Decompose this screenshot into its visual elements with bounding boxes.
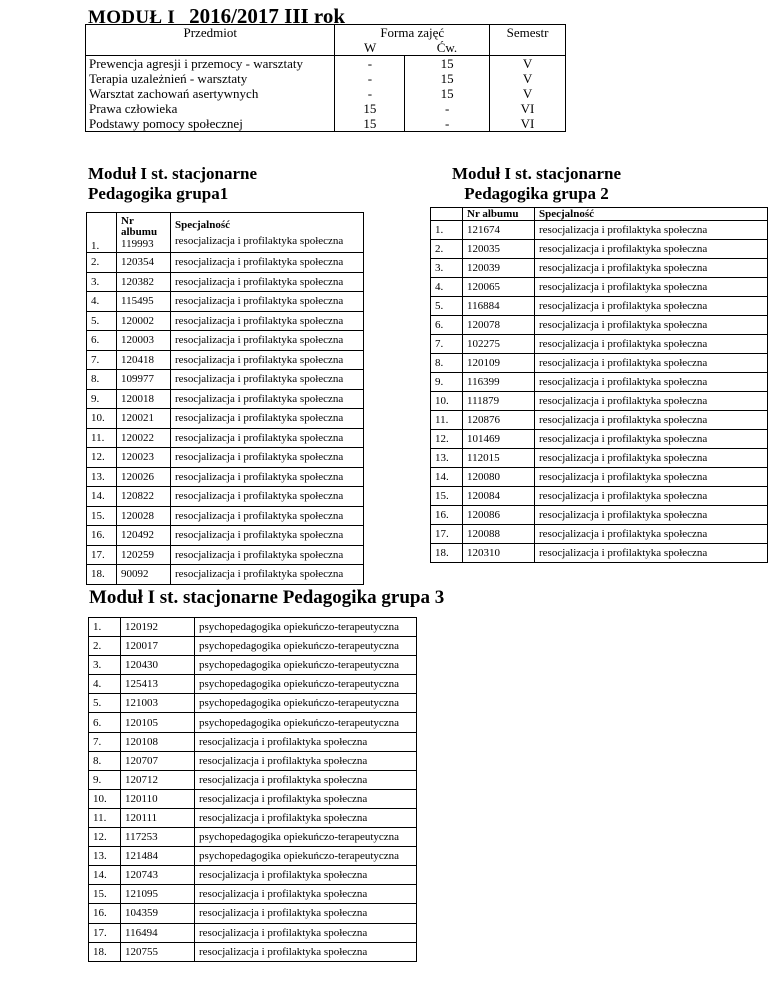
group3-table xyxy=(88,617,417,962)
course-name: Warsztat zachowań asertywnych xyxy=(86,86,335,101)
course-row xyxy=(86,101,566,116)
row-number: 11. xyxy=(89,808,121,827)
album-number: 104359 xyxy=(121,904,195,923)
album-number: 120418 xyxy=(117,350,171,370)
specialty: resocjalizacja i profilaktyka społeczna xyxy=(171,506,364,526)
table-row xyxy=(431,316,768,335)
album-number: 120065 xyxy=(463,278,535,297)
row-number: 14. xyxy=(87,487,117,507)
table-row xyxy=(431,468,768,487)
group1-table xyxy=(86,212,364,585)
table-row xyxy=(87,467,364,487)
table-row xyxy=(89,694,417,713)
album-number: 120080 xyxy=(463,468,535,487)
row-number: 1. xyxy=(87,213,117,253)
course-cw: 15 xyxy=(405,56,490,72)
table-row xyxy=(89,618,417,637)
table-row xyxy=(431,240,768,259)
specialty: psychopedagogika opiekuńczo-terapeutyczna xyxy=(195,828,417,847)
table-row xyxy=(87,370,364,390)
album-number: 120003 xyxy=(117,331,171,351)
table-row xyxy=(87,565,364,585)
course-w: - xyxy=(335,71,405,86)
specialty: resocjalizacja i profilaktyka społeczna xyxy=(171,565,364,585)
row-number: 5. xyxy=(87,311,117,331)
specialty: resocjalizacja i profilaktyka społeczna xyxy=(535,316,768,335)
table-row xyxy=(431,354,768,373)
course-cw: 15 xyxy=(405,86,490,101)
col-subject-header: Przedmiot xyxy=(86,25,335,41)
row-number: 8. xyxy=(87,370,117,390)
row-number: 4. xyxy=(431,278,463,297)
table-row xyxy=(431,411,768,430)
row-number: 16. xyxy=(87,526,117,546)
module-label: MODUŁ I xyxy=(88,7,176,28)
course-row xyxy=(86,86,566,101)
specialty: psychopedagogika opiekuńczo-terapeutyczna xyxy=(195,713,417,732)
row-number: 9. xyxy=(431,373,463,392)
group1-col-spec-header: Specjalność xyxy=(175,218,230,231)
table-row xyxy=(87,331,364,351)
col-form-header: Forma zajęć xyxy=(335,25,490,41)
row-number: 7. xyxy=(87,350,117,370)
row-number: 11. xyxy=(87,428,117,448)
course-semester: V xyxy=(490,56,566,72)
album-number: 120018 xyxy=(117,389,171,409)
album-number: 90092 xyxy=(117,565,171,585)
album-number: 120876 xyxy=(463,411,535,430)
album-number: 120755 xyxy=(121,942,195,961)
album-number: 120035 xyxy=(463,240,535,259)
album-number: 115495 xyxy=(117,292,171,312)
album-number: 120108 xyxy=(121,732,195,751)
row-number: 14. xyxy=(89,866,121,885)
specialty: resocjalizacja i profilaktyka społeczna xyxy=(535,430,768,449)
album-number: 120109 xyxy=(463,354,535,373)
album-number: 101469 xyxy=(463,430,535,449)
course-semester: VI xyxy=(490,101,566,116)
specialty: resocjalizacja i profilaktyka społeczna xyxy=(195,885,417,904)
table-row xyxy=(87,428,364,448)
course-name: Podstawy pomocy społecznej xyxy=(86,116,335,132)
row-number: 2. xyxy=(431,240,463,259)
specialty: resocjalizacja i profilaktyka społeczna xyxy=(171,350,364,370)
album-number: 120822 xyxy=(117,487,171,507)
specialty: resocjalizacja i profilaktyka społeczna xyxy=(535,487,768,506)
album-number: 121674 xyxy=(463,221,535,240)
specialty: resocjalizacja i profilaktyka społeczna xyxy=(535,354,768,373)
row-number: 12. xyxy=(431,430,463,449)
group1-title-line2: Pedagogika grupa1 xyxy=(88,184,229,203)
table-row xyxy=(87,389,364,409)
course-row xyxy=(86,56,566,72)
specialty: resocjalizacja i profilaktyka społeczna xyxy=(535,468,768,487)
row-number: 1. xyxy=(89,618,121,637)
album-number: 120492 xyxy=(117,526,171,546)
album-number: 120021 xyxy=(117,409,171,429)
album-number: 116884 xyxy=(463,297,535,316)
specialty: resocjalizacja i profilaktyka społeczna xyxy=(195,808,417,827)
row-number: 3. xyxy=(87,272,117,292)
album-number: 120382 xyxy=(117,272,171,292)
table-row xyxy=(89,904,417,923)
specialty: resocjalizacja i profilaktyka społeczna xyxy=(535,373,768,392)
course-cw: - xyxy=(405,116,490,132)
specialty: resocjalizacja i profilaktyka społeczna xyxy=(195,942,417,961)
table-row xyxy=(87,311,364,331)
specialty: resocjalizacja i profilaktyka społeczna xyxy=(171,311,364,331)
row-number: 12. xyxy=(87,448,117,468)
album-number: 120017 xyxy=(121,637,195,656)
table-row xyxy=(431,544,768,563)
specialty: resocjalizacja i profilaktyka społeczna xyxy=(535,544,768,563)
table-row xyxy=(87,253,364,273)
table-row xyxy=(431,278,768,297)
table-row xyxy=(431,221,768,240)
row-number: 9. xyxy=(87,389,117,409)
specialty: psychopedagogika opiekuńczo-terapeutyczna xyxy=(195,675,417,694)
table-row xyxy=(87,506,364,526)
album-number: 120022 xyxy=(117,428,171,448)
specialty: psychopedagogika opiekuńczo-terapeutyczna xyxy=(195,618,417,637)
table-row xyxy=(87,272,364,292)
row-number: 11. xyxy=(431,411,463,430)
group2-col-album-header: Nr albumu xyxy=(463,208,535,221)
specialty: resocjalizacja i profilaktyka społeczna xyxy=(535,278,768,297)
specialty: resocjalizacja i profilaktyka społeczna xyxy=(535,259,768,278)
group1-title xyxy=(88,164,257,204)
table-row xyxy=(431,430,768,449)
table-row xyxy=(87,409,364,429)
table-row xyxy=(431,297,768,316)
table-row xyxy=(431,525,768,544)
album-number: 120430 xyxy=(121,656,195,675)
album-number: 116494 xyxy=(121,923,195,942)
course-row xyxy=(86,116,566,132)
course-name: Prewencja agresji i przemocy - warsztaty xyxy=(86,56,335,72)
course-w: - xyxy=(335,56,405,72)
course-row xyxy=(86,71,566,86)
specialty: resocjalizacja i profilaktyka społeczna xyxy=(171,253,364,273)
album-number: 120088 xyxy=(463,525,535,544)
row-number: 8. xyxy=(89,751,121,770)
col-semester-header: Semestr xyxy=(490,25,566,41)
specialty: resocjalizacja i profilaktyka społeczna xyxy=(171,545,364,565)
row-number: 3. xyxy=(89,656,121,675)
row-number: 2. xyxy=(87,253,117,273)
specialty: resocjalizacja i profilaktyka społeczna xyxy=(195,904,417,923)
table-row xyxy=(89,866,417,885)
row-number: 7. xyxy=(89,732,121,751)
row-number: 4. xyxy=(87,292,117,312)
table-row xyxy=(89,751,417,770)
table-row xyxy=(89,656,417,675)
album-number: 116399 xyxy=(463,373,535,392)
group2-title xyxy=(452,164,621,204)
table-row xyxy=(87,526,364,546)
table-row xyxy=(89,885,417,904)
row-number: 9. xyxy=(89,770,121,789)
row-number: 18. xyxy=(87,565,117,585)
row-number: 6. xyxy=(87,331,117,351)
row-number: 10. xyxy=(87,409,117,429)
group2-title-line1: Moduł I st. stacjonarne xyxy=(452,164,622,183)
album-number xyxy=(117,213,171,253)
col-w-header: W xyxy=(335,40,405,56)
row-number: 1. xyxy=(431,221,463,240)
specialty: resocjalizacja i profilaktyka społeczna xyxy=(195,732,417,751)
specialty: resocjalizacja i profilaktyka społeczna xyxy=(171,526,364,546)
table-row xyxy=(87,213,364,253)
specialty: resocjalizacja i profilaktyka społeczna xyxy=(171,389,364,409)
album-number: 109977 xyxy=(117,370,171,390)
specialty: resocjalizacja i profilaktyka społeczna xyxy=(195,923,417,942)
row-number: 5. xyxy=(89,694,121,713)
course-cw: 15 xyxy=(405,71,490,86)
specialty: resocjalizacja i profilaktyka społeczna xyxy=(535,392,768,411)
row-number: 8. xyxy=(431,354,463,373)
specialty: resocjalizacja i profilaktyka społeczna xyxy=(171,487,364,507)
album-number: 120084 xyxy=(463,487,535,506)
album-number: 120105 xyxy=(121,713,195,732)
header-spacer xyxy=(86,40,335,56)
album-number: 112015 xyxy=(463,449,535,468)
album-number: 120028 xyxy=(117,506,171,526)
specialty: resocjalizacja i profilaktyka społeczna xyxy=(535,297,768,316)
specialty: resocjalizacja i profilaktyka społeczna xyxy=(171,370,364,390)
album-number: 125413 xyxy=(121,675,195,694)
table-row xyxy=(87,350,364,370)
course-w: 15 xyxy=(335,101,405,116)
table-row xyxy=(89,713,417,732)
col-cw-header: Ćw. xyxy=(405,40,490,56)
table-row xyxy=(431,392,768,411)
album-number: 120110 xyxy=(121,789,195,808)
album-number: 120023 xyxy=(117,448,171,468)
table-row xyxy=(87,487,364,507)
table-row xyxy=(89,828,417,847)
album-number: 120192 xyxy=(121,618,195,637)
group2-col-no-header xyxy=(431,208,463,221)
course-name: Prawa człowieka xyxy=(86,101,335,116)
specialty: resocjalizacja i profilaktyka społeczna xyxy=(535,221,768,240)
specialty: resocjalizacja i profilaktyka społeczna xyxy=(171,448,364,468)
album-number: 120712 xyxy=(121,770,195,789)
table-row xyxy=(431,335,768,354)
specialty: resocjalizacja i profilaktyka społeczna xyxy=(171,467,364,487)
album-number: 120743 xyxy=(121,866,195,885)
album-number: 120039 xyxy=(463,259,535,278)
table-row xyxy=(89,732,417,751)
specialty: resocjalizacja i profilaktyka społeczna xyxy=(195,789,417,808)
specialty: resocjalizacja i profilaktyka społeczna xyxy=(535,411,768,430)
album-number: 121003 xyxy=(121,694,195,713)
table-row xyxy=(431,449,768,468)
specialty: psychopedagogika opiekuńczo-terapeutyczna xyxy=(195,694,417,713)
specialty: resocjalizacja i profilaktyka społeczna xyxy=(535,335,768,354)
table-row xyxy=(89,847,417,866)
group1-col-album-header: Nr albumu xyxy=(121,214,158,238)
course-semester: VI xyxy=(490,116,566,132)
row-number: 16. xyxy=(89,904,121,923)
header-spacer xyxy=(490,40,566,56)
table-row xyxy=(87,292,364,312)
row-number: 4. xyxy=(89,675,121,694)
row-number: 15. xyxy=(431,487,463,506)
table-row xyxy=(431,487,768,506)
specialty: resocjalizacja i profilaktyka społeczna xyxy=(171,331,364,351)
album-number: 120026 xyxy=(117,467,171,487)
row-number: 13. xyxy=(89,847,121,866)
course-cw: - xyxy=(405,101,490,116)
table-row xyxy=(89,808,417,827)
row-number: 17. xyxy=(431,525,463,544)
table-row xyxy=(431,506,768,525)
album-number: 102275 xyxy=(463,335,535,354)
album-number: 121484 xyxy=(121,847,195,866)
row-number: 6. xyxy=(89,713,121,732)
group2-table xyxy=(430,207,768,563)
row-number: 12. xyxy=(89,828,121,847)
album-number: 120259 xyxy=(117,545,171,565)
table-row xyxy=(431,259,768,278)
album-number: 117253 xyxy=(121,828,195,847)
specialty-value: resocjalizacja i profilaktyka społeczna xyxy=(175,234,344,247)
course-w: - xyxy=(335,86,405,101)
row-number: 3. xyxy=(431,259,463,278)
course-name: Terapia uzależnień - warsztaty xyxy=(86,71,335,86)
specialty: resocjalizacja i profilaktyka społeczna xyxy=(195,751,417,770)
album-number: 120002 xyxy=(117,311,171,331)
specialty: resocjalizacja i profilaktyka społeczna xyxy=(535,449,768,468)
course-semester: V xyxy=(490,86,566,101)
row-number: 14. xyxy=(431,468,463,487)
album-number: 120111 xyxy=(121,808,195,827)
table-row xyxy=(89,637,417,656)
album-number: 120707 xyxy=(121,751,195,770)
table-row xyxy=(89,942,417,961)
row-number: 17. xyxy=(87,545,117,565)
courses-table xyxy=(85,24,566,132)
row-number: 15. xyxy=(87,506,117,526)
specialty: resocjalizacja i profilaktyka społeczna xyxy=(171,272,364,292)
row-number: 17. xyxy=(89,923,121,942)
row-number: 15. xyxy=(89,885,121,904)
specialty: psychopedagogika opiekuńczo-terapeutyczna xyxy=(195,847,417,866)
album-number: 111879 xyxy=(463,392,535,411)
specialty: resocjalizacja i profilaktyka społeczna xyxy=(171,292,364,312)
row-number: 13. xyxy=(431,449,463,468)
row-number: 2. xyxy=(89,637,121,656)
group1-title-line1: Moduł I st. stacjonarne xyxy=(88,164,258,183)
table-row xyxy=(87,545,364,565)
album-value: 119993 xyxy=(121,237,154,250)
table-row xyxy=(89,789,417,808)
row-number: 18. xyxy=(431,544,463,563)
specialty xyxy=(171,213,364,253)
course-semester: V xyxy=(490,71,566,86)
specialty: resocjalizacja i profilaktyka społeczna xyxy=(195,866,417,885)
album-number: 121095 xyxy=(121,885,195,904)
table-row xyxy=(89,770,417,789)
course-w: 15 xyxy=(335,116,405,132)
specialty: psychopedagogika opiekuńczo-terapeutyczna xyxy=(195,656,417,675)
table-row xyxy=(431,373,768,392)
group2-title-line2: Pedagogika grupa 2 xyxy=(464,184,609,203)
row-number: 18. xyxy=(89,942,121,961)
album-number: 120078 xyxy=(463,316,535,335)
row-number: 5. xyxy=(431,297,463,316)
table-row xyxy=(89,923,417,942)
year-label: 2016/2017 III rok xyxy=(189,4,346,28)
row-number: 10. xyxy=(431,392,463,411)
album-number: 120310 xyxy=(463,544,535,563)
specialty: resocjalizacja i profilaktyka społeczna xyxy=(195,770,417,789)
table-row xyxy=(87,448,364,468)
album-number: 120086 xyxy=(463,506,535,525)
specialty: psychopedagogika opiekuńczo-terapeutyczna xyxy=(195,637,417,656)
specialty: resocjalizacja i profilaktyka społeczna xyxy=(171,409,364,429)
specialty: resocjalizacja i profilaktyka społeczna xyxy=(535,525,768,544)
album-number: 120354 xyxy=(117,253,171,273)
specialty: resocjalizacja i profilaktyka społeczna xyxy=(171,428,364,448)
row-number: 7. xyxy=(431,335,463,354)
group2-col-spec-header: Specjalność xyxy=(535,208,768,221)
row-number: 16. xyxy=(431,506,463,525)
row-number: 10. xyxy=(89,789,121,808)
table-row xyxy=(89,675,417,694)
row-number: 6. xyxy=(431,316,463,335)
specialty: resocjalizacja i profilaktyka społeczna xyxy=(535,506,768,525)
group3-title: Moduł I st. stacjonarne Pedagogika grupa 3 xyxy=(89,587,445,608)
specialty: resocjalizacja i profilaktyka społeczna xyxy=(535,240,768,259)
row-number: 13. xyxy=(87,467,117,487)
